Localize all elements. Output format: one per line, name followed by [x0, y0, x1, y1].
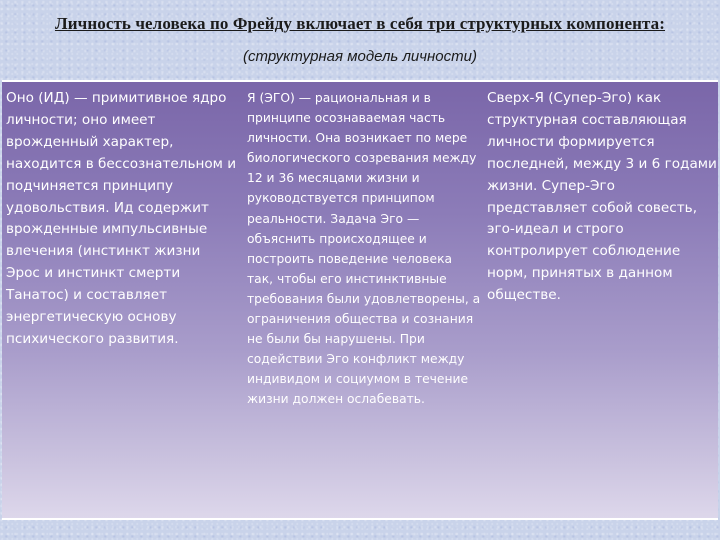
id-column-text: Оно (ИД) — примитивное ядро личности; оно имеет врожденный характер, находится в бессознательном и подчиняется принципу удовольствия. Ид содержит врожденные импульсивные влечения (инстинкт жизни Эрос и инстинкт смерти Танатос) и составляет энергетическую основу психического развития. [6, 90, 237, 347]
ego-column-text: Я (ЭГО) — рациональная и в принципе осознаваемая часть личности. Она возникает по мере биологического созревания между 12 и 36 месяцами жизни и руководствуется принципом реальности. Задача Эго — объяснить происходящее и построить поведение человека так, чтобы его инстинктивные требования были удовлетворены, а ограничения общества и сознания не были бы нарушены. При содействии Эго конфликт между индивидом и социумом в течение жизни должен ослабевать. [247, 91, 481, 407]
superego-column-text: Сверх-Я (Супер-Эго) как структурная составляющая личности формируется последней, между 3 и 6 годами жизни. Супер-Эго представляет собой совесть, эго-идеал и строго контролирует соблюдение норм, принятых в данном обществе. [487, 90, 717, 304]
slide-title: Личность человека по Фрейду включает в себя три структурных компонента: [54, 14, 666, 33]
components-table [2, 80, 718, 520]
slide-subtitle: (структурная модель личности) [243, 48, 477, 65]
